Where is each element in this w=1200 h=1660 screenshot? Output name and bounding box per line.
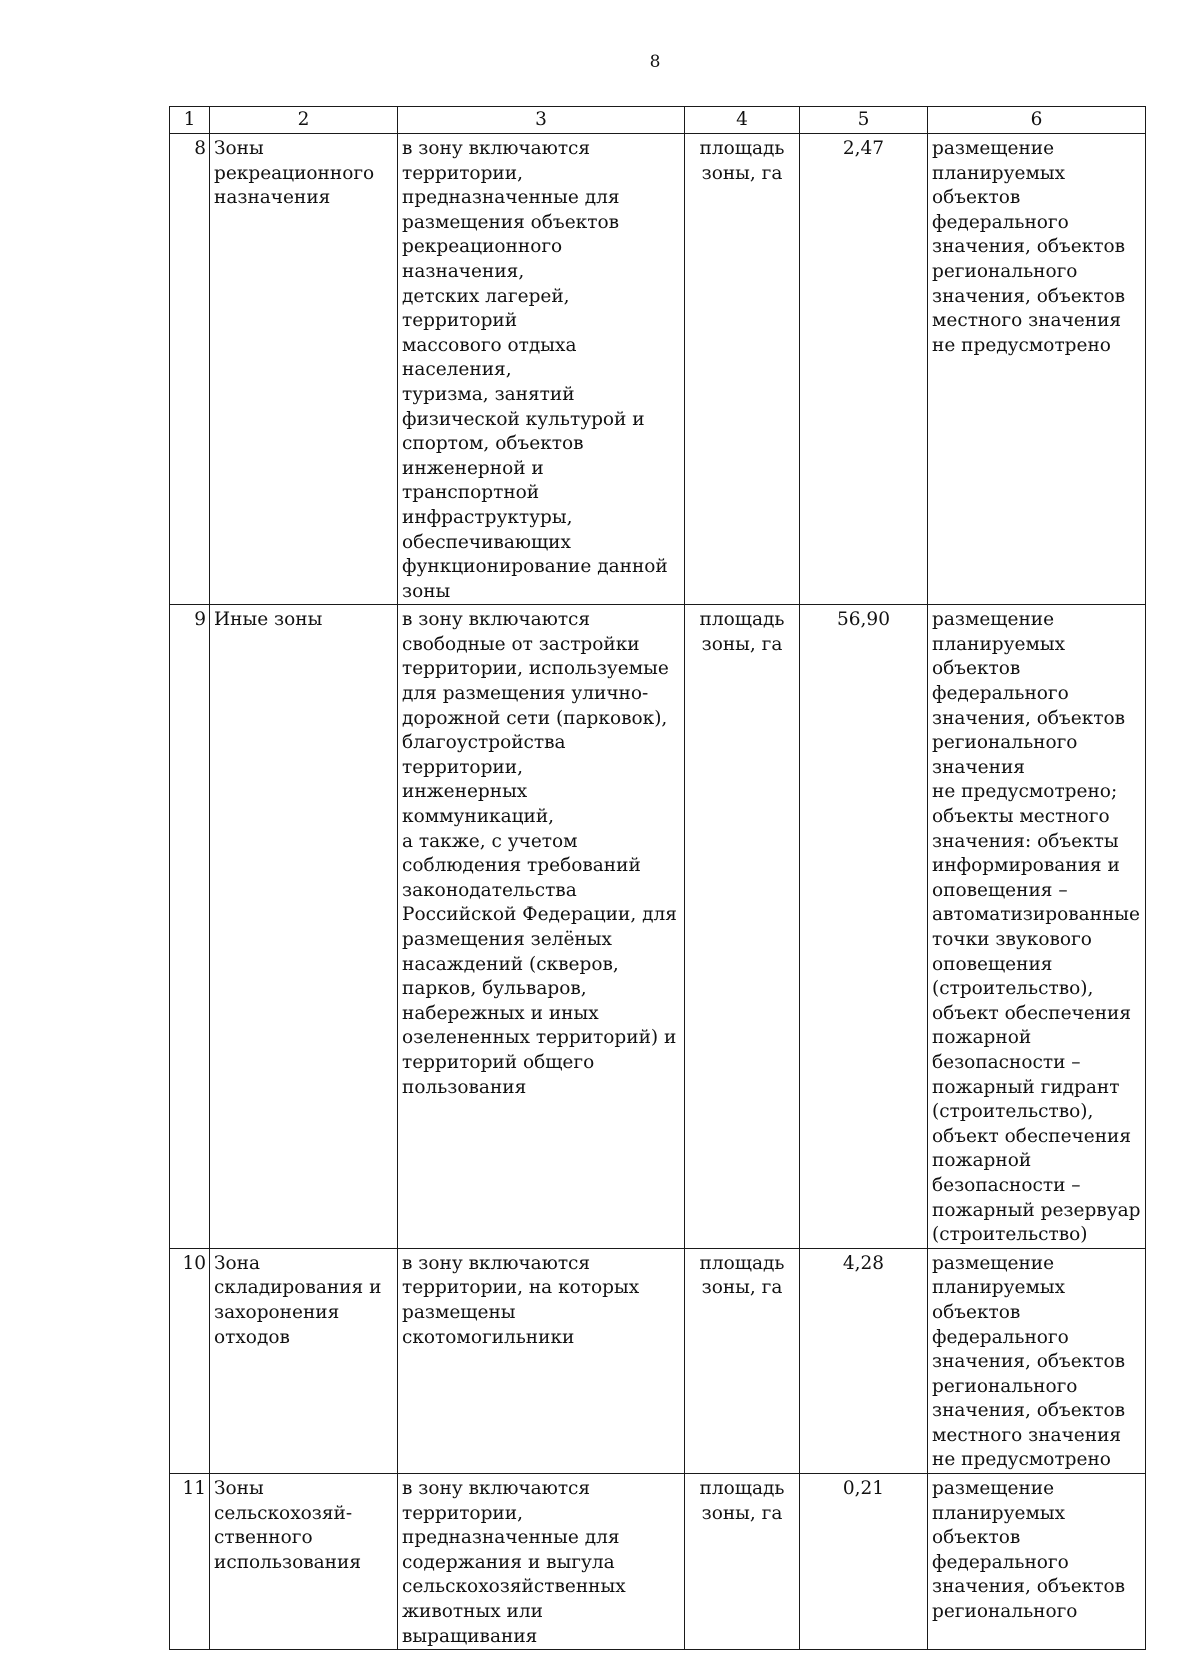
table-row — [170, 1474, 1146, 1650]
zone-name: Зона складирования и захоронения отходов — [210, 1248, 398, 1473]
zone-area-value: 56,90 — [800, 605, 928, 1248]
row-number: 9 — [170, 605, 210, 1248]
zones-table — [169, 106, 1146, 1650]
row-number: 11 — [170, 1474, 210, 1650]
column-header: 2 — [210, 107, 398, 134]
zone-description: в зону включаются территории, предназначенные для размещения объектов рекреационного назначения, детских лагерей, территорий массового отдыха населения, туризма, занятий физической культурой и спортом, объектов инженерной и транспортной инфраструктуры, обеспечивающих функционирование данной зоны — [398, 134, 685, 605]
zone-objects: размещение планируемых объектов федерального значения, объектов регионального значения, объектов местного значения не предусмотрено — [928, 1248, 1146, 1473]
table-row — [170, 605, 1146, 1248]
zone-area-value: 4,28 — [800, 1248, 928, 1473]
column-header: 1 — [170, 107, 210, 134]
zone-unit: площадь зоны, га — [685, 1248, 800, 1473]
zone-description: в зону включаются территории, на которых размещены скотомогильники — [398, 1248, 685, 1473]
zone-unit: площадь зоны, га — [685, 134, 800, 605]
column-header: 4 — [685, 107, 800, 134]
zone-name: Иные зоны — [210, 605, 398, 1248]
zone-unit: площадь зоны, га — [685, 605, 800, 1248]
zone-objects: размещение планируемых объектов федерального значения, объектов регионального значения, объектов местного значения не предусмотрено — [928, 134, 1146, 605]
zone-area-value: 0,21 — [800, 1474, 928, 1650]
zone-objects: размещение планируемых объектов федерального значения, объектов регионального — [928, 1474, 1146, 1650]
column-header: 5 — [800, 107, 928, 134]
zone-unit: площадь зоны, га — [685, 1474, 800, 1650]
table-row — [170, 1248, 1146, 1473]
zone-name: Зоны сельскохозяй- ственного использования — [210, 1474, 398, 1650]
column-header: 3 — [398, 107, 685, 134]
zone-description: в зону включаются свободные от застройки территории, используемые для размещения улично- дорожной сети (парковок), благоустройства территории, инженерных коммуникаций, а также, с учетом соблюдения требований законодательства Российской Федерации, для размещения зелёных насаждений (скверов, парков, бульваров, набережных и иных озелененных территорий) и территорий общего пользования — [398, 605, 685, 1248]
column-header: 6 — [928, 107, 1146, 134]
zone-description: в зону включаются территории, предназначенные для содержания и выгула сельскохозяйственных животных или выращивания — [398, 1474, 685, 1650]
zone-area-value: 2,47 — [800, 134, 928, 605]
row-number: 10 — [170, 1248, 210, 1473]
table-row — [170, 134, 1146, 605]
zone-name: Зоны рекреационного назначения — [210, 134, 398, 605]
table-header-row — [170, 107, 1146, 134]
zone-objects: размещение планируемых объектов федерального значения, объектов регионального значения не предусмотрено; объекты местного значения: объекты информирования и оповещения – автоматизированные точки звукового оповещения (строительство), объект обеспечения пожарной безопасности – пожарный гидрант (строительство), объект обеспечения пожарной безопасности – пожарный резервуар (строительство) — [928, 605, 1146, 1248]
row-number: 8 — [170, 134, 210, 605]
page-number: 8 — [649, 52, 661, 72]
